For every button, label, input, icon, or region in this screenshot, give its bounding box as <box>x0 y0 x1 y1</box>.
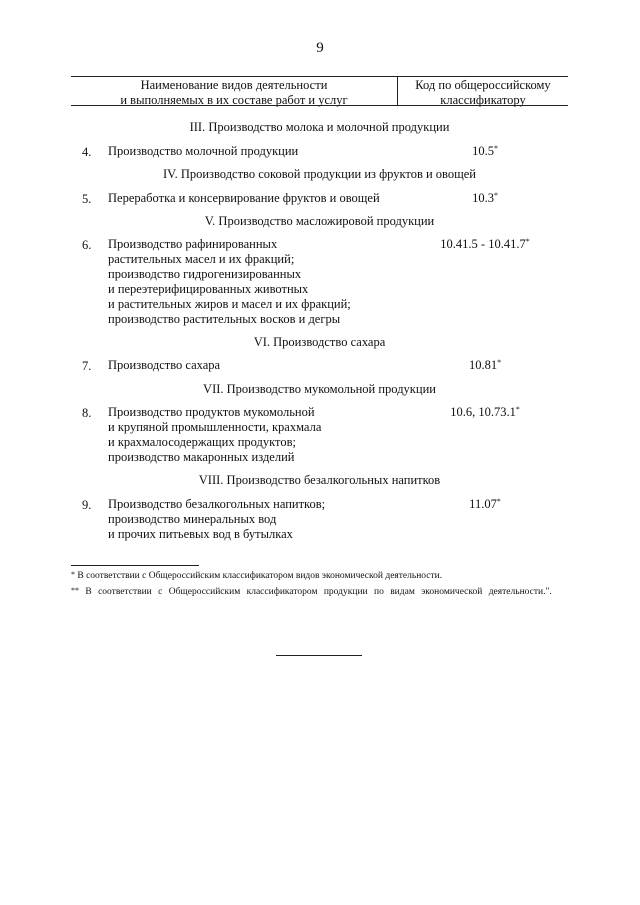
row-code <box>405 236 565 252</box>
section-title: VII. Производство мукомольной продукции <box>203 382 436 396</box>
footnote-2 <box>71 585 568 600</box>
header-activity-line-2: и выполняемых в их составе работ и услуг <box>120 93 348 107</box>
footnote-2-mark: ** <box>71 586 79 595</box>
footnote-2-text: В соответствии с Общероссийским классификатором продукции по видам экономической деятельности.". <box>79 587 552 597</box>
activity-name-line: и растительных жиров и масел и их фракций; <box>108 297 351 311</box>
activity-name-line: Производство продуктов мукомольной <box>108 405 315 419</box>
activity-name-line: Производство безалкогольных напитков; <box>108 497 326 511</box>
code-value: 10.3 <box>472 191 494 205</box>
section-title: VI. Производство сахара <box>253 335 386 349</box>
activity-name-line: Производство рафинированных <box>108 237 278 251</box>
row-number: 9. <box>82 498 92 512</box>
activity-name-line: и переэтерифицированных животных <box>108 282 309 296</box>
page-number: 9 <box>316 40 324 56</box>
row-number: 8. <box>82 406 92 420</box>
code-footnote-mark: * <box>525 237 530 246</box>
footnote-1 <box>71 569 568 584</box>
row-number: 4. <box>82 145 92 159</box>
activity-name-line: и прочих питьевых вод в бутылках <box>108 527 293 541</box>
activity-name-line: Переработка и консервирование фруктов и овощей <box>108 191 380 205</box>
row-activity-name <box>108 497 388 542</box>
activity-name-line: производство гидрогенизированных <box>108 267 302 281</box>
code-footnote-mark: * <box>493 144 498 153</box>
code-footnote-mark: * <box>496 497 501 506</box>
row-activity-name <box>108 144 388 159</box>
row-activity-name <box>108 191 388 206</box>
code-value: 10.6, 10.73.1 <box>450 405 516 419</box>
end-of-document-rule <box>276 655 362 656</box>
code-value: 10.5 <box>472 144 494 158</box>
header-code-line-1: Код по общероссийскому <box>415 78 551 92</box>
code-footnote-mark: * <box>493 191 498 200</box>
code-footnote-mark: * <box>515 405 520 414</box>
table-header-code-column <box>398 78 568 108</box>
activity-name-line: Производство молочной продукции <box>108 144 299 158</box>
row-number: 5. <box>82 192 92 206</box>
row-code <box>405 357 565 373</box>
table-header-top-rule <box>71 76 568 77</box>
row-activity-name <box>108 358 388 373</box>
section-title: VIII. Производство безалкогольных напитков <box>198 473 441 487</box>
activity-name-line: производство минеральных вод <box>108 512 277 526</box>
activity-name-line: Производство сахара <box>108 358 221 372</box>
footnote-1-mark: * <box>71 570 75 579</box>
code-value: 11.07 <box>469 497 497 511</box>
row-number: 6. <box>82 238 92 252</box>
row-number: 7. <box>82 359 92 373</box>
row-activity-name <box>108 237 388 327</box>
table-header-activity-column <box>71 78 397 108</box>
section-title: V. Производство масложировой продукции <box>204 214 435 228</box>
row-code <box>405 143 565 159</box>
row-code <box>405 404 565 420</box>
code-footnote-mark: * <box>497 358 502 367</box>
code-value: 10.41.5 - 10.41.7 <box>440 237 526 251</box>
row-code <box>405 496 565 512</box>
footnote-separator <box>71 565 199 566</box>
row-code <box>405 190 565 206</box>
footnote-1-text: В соответствии с Общероссийским классификатором видов экономической деятельности. <box>75 571 443 581</box>
header-activity-line-1: Наименование видов деятельности <box>140 78 328 92</box>
activity-name-line: производство растительных восков и дегры <box>108 312 341 326</box>
code-value: 10.81 <box>468 358 498 372</box>
header-code-line-2: классификатору <box>440 93 526 107</box>
row-activity-name <box>108 405 388 465</box>
table-header-bottom-rule <box>71 105 568 106</box>
activity-name-line: производство макаронных изделий <box>108 450 295 464</box>
section-title: III. Производство молока и молочной продукции <box>189 120 450 134</box>
section-title: IV. Производство соковой продукции из фруктов и овощей <box>163 167 476 181</box>
activity-name-line: растительных масел и их фракций; <box>108 252 295 266</box>
activity-name-line: и крупяной промышленности, крахмала <box>108 420 322 434</box>
activity-name-line: и крахмалосодержащих продуктов; <box>108 435 296 449</box>
